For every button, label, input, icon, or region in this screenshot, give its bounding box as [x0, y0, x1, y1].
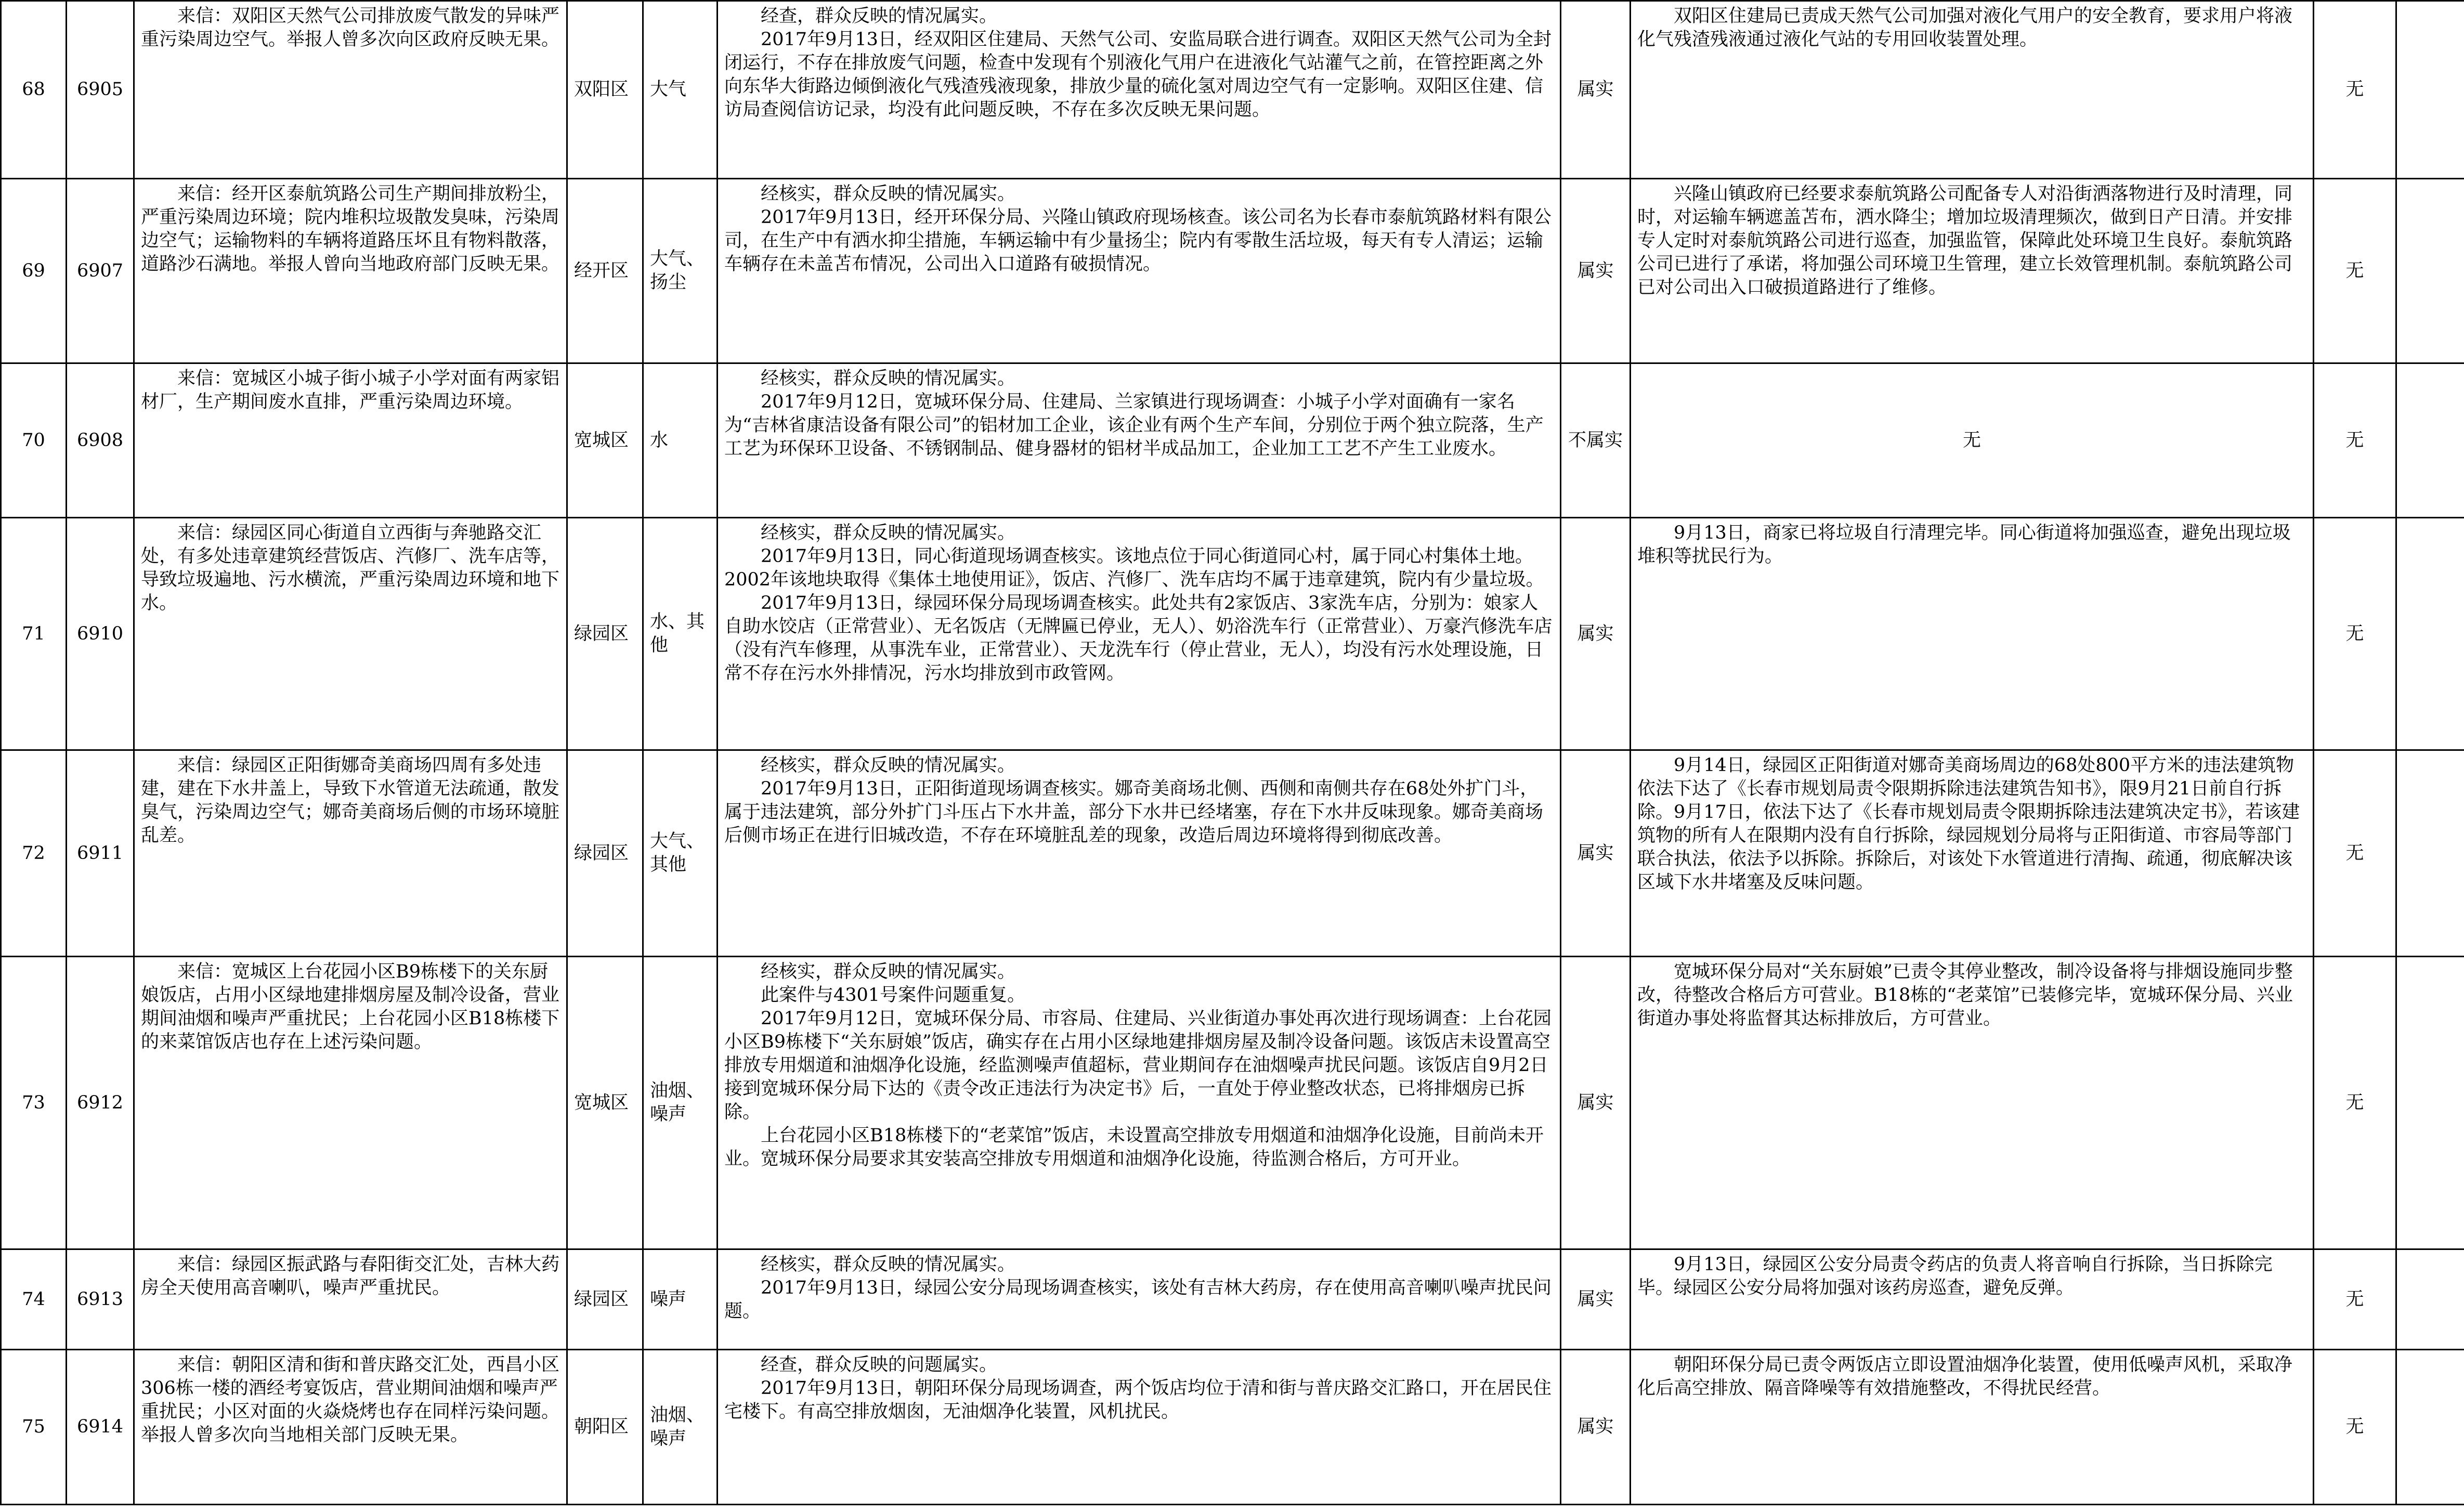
pollution-type-cell-text: 油烟、噪声 [650, 1404, 705, 1449]
district-cell [567, 518, 643, 750]
findings-cell [718, 1350, 1561, 1505]
pollution-type-cell [643, 363, 718, 518]
complaint-cell [134, 518, 567, 750]
case-id-cell-text: 6912 [76, 1092, 124, 1113]
responsibility-cell-text: 无 [2345, 1288, 2364, 1310]
case-id-cell-text: 6905 [76, 79, 124, 100]
action-cell [1631, 363, 2314, 518]
case-id-cell [67, 1, 134, 179]
findings-cell-text: 经查，群众反映的情况属实。 [761, 6, 998, 27]
row-index-cell-text: 74 [22, 1288, 45, 1310]
responsibility-cell-text: 无 [2345, 623, 2364, 644]
case-id-cell-text: 6914 [76, 1416, 124, 1437]
complaint-cell-text: 来信：绿园区振武路与春阳街交汇处，吉林大药房全天使用高音喇叭，噪声严重扰民。 [141, 1254, 560, 1298]
findings-cell-text: 经核实，群众反映的情况属实。 [761, 1254, 1016, 1275]
findings-cell-text: 经核实，群众反映的情况属实。 [761, 368, 1016, 389]
case-id-cell [67, 957, 134, 1249]
case-id-cell [67, 1249, 134, 1350]
case-id-cell-text: 6908 [76, 429, 124, 451]
complaint-cell-text: 来信：绿园区正阳街娜奇美商场四周有多处违建，建在下水井盖上，导致下水管道无法疏通，散发臭气，污染周边空气；娜奇美商场后侧的市场环境脏乱差。 [141, 755, 560, 846]
row-index-cell-text: 69 [22, 260, 45, 281]
pollution-type-cell [643, 1249, 718, 1350]
complaint-cell-text: 来信：绿园区同心街道自立西街与奔驰路交汇处，有多处违章建筑经营饭店、汽修厂、洗车店等，导致垃圾遍地、污水横流，严重污染周边环境和地下水。 [141, 523, 560, 614]
verdict-cell-text: 属实 [1577, 842, 1614, 864]
findings-cell [718, 1249, 1561, 1350]
verdict-cell [1561, 518, 1631, 750]
district-cell-text: 朝阳区 [574, 1416, 629, 1437]
verdict-cell [1561, 1249, 1631, 1350]
findings-cell-text: 2017年9月13日，朝阳环保分局现场调查，两个饭店均位于清和街与普庆路交汇路口，开在居民住宅楼下。有高空排放烟囱，无油烟净化装置，风机扰民。 [724, 1378, 1552, 1422]
action-cell-text: 宽城环保分局对“关东厨娘”已责令其停业整改，制冷设备将与排烟设施同步整改，待整改合格后方可营业。B18栋的“老菜馆”已装修完毕，宽城环保分局、兴业街道办事处将监督其达标排放后，方可营业。 [1637, 961, 2293, 1029]
row-index-cell-text: 75 [22, 1416, 45, 1437]
findings-cell [718, 1, 1561, 179]
verdict-cell-text: 属实 [1577, 1416, 1614, 1437]
responsibility-cell [2314, 179, 2396, 363]
responsibility-cell [2314, 957, 2396, 1249]
pollution-type-cell [643, 750, 718, 957]
case-id-cell-text: 6913 [76, 1288, 124, 1310]
case-id-cell [67, 1350, 134, 1505]
district-cell [567, 957, 643, 1249]
findings-cell-text: 2017年9月13日，正阳街道现场调查核实。娜奇美商场北侧、西侧和南侧共存在68处外扩门斗，属于违法建筑，部分外扩门斗压占下水井盖，部分下水井已经堵塞，存在下水井反味现象。娜奇美商场后侧市场正在进行旧城改造，不存在环境脏乱差的现象，改造后周边环境将得到彻底改善。 [724, 778, 1544, 846]
complaint-cell [134, 957, 567, 1249]
findings-cell-text: 2017年9月12日，宽城环保分局、住建局、兰家镇进行现场调查：小城子小学对面确有一家名为“吉林省康洁设备有限公司”的铝材加工企业，该企业有两个生产车间，分别位于两个独立院落，生产工艺为环保环卫设备、不锈钢制品、健身器材的铝材半成品加工，企业加工工艺不产生工业废水。 [724, 392, 1544, 459]
case-id-cell-text: 6910 [76, 623, 124, 644]
pollution-type-cell [643, 179, 718, 363]
findings-cell-text: 此案件与4301号案件问题重复。 [761, 985, 1026, 1006]
findings-cell-text: 经核实，群众反映的情况属实。 [761, 755, 1016, 776]
table-row [1, 957, 2464, 1249]
responsibility-cell-text: 无 [2345, 260, 2364, 281]
findings-cell [718, 518, 1561, 750]
row-index-cell-text: 73 [22, 1092, 45, 1113]
verdict-cell-text: 属实 [1577, 79, 1614, 100]
verdict-cell [1561, 1350, 1631, 1505]
verdict-cell [1561, 1, 1631, 179]
findings-cell-text: 经核实，群众反映的情况属实。 [761, 523, 1016, 543]
findings-cell [718, 363, 1561, 518]
findings-cell-text: 2017年9月13日，经开环保分局、兴隆山镇政府现场核查。该公司名为长春市泰航筑路材料有限公司，在生产中有洒水抑尘措施，车辆运输中有少量扬尘；院内有零散生活垃圾，每天有专人清运；运输车辆存在未盖苫布情况，公司出入口道路有破损情况。 [724, 207, 1552, 275]
case-id-cell [67, 179, 134, 363]
district-cell [567, 363, 643, 518]
responsibility-cell [2314, 1249, 2396, 1350]
verdict-cell [1561, 363, 1631, 518]
responsibility-cell [2314, 1, 2396, 179]
responsibility-cell-text: 无 [2345, 79, 2364, 100]
row-index-cell [1, 1, 67, 179]
verdict-cell-text: 属实 [1577, 1092, 1614, 1113]
findings-cell-text: 2017年9月13日，绿园环保分局现场调查核实。此处共有2家饭店、3家洗车店，分别为：娘家人自助水饺店（正常营业）、无名饭店（无牌匾已停业，无人）、奶浴洗车行（正常营业）、万豪汽修洗车店（没有汽车修理，从事洗车业，正常营业）、天龙洗车行（停止营业，无人），均没有污水处理设施，日常不存在污水外排情况，污水均排放到市政管网。 [724, 593, 1553, 684]
verdict-cell [1561, 750, 1631, 957]
row-index-cell [1, 957, 67, 1249]
case-id-cell-text: 6911 [76, 842, 124, 864]
table-row [1, 179, 2464, 363]
district-cell-text: 宽城区 [574, 1092, 629, 1113]
action-cell [1631, 957, 2314, 1249]
table-row [1, 363, 2464, 518]
responsibility-cell [2314, 363, 2396, 518]
pollution-type-cell-text: 水 [650, 429, 669, 451]
verdict-cell [1561, 179, 1631, 363]
case-id-cell [67, 750, 134, 957]
district-cell [567, 1249, 643, 1350]
complaint-cell [134, 363, 567, 518]
table-row [1, 1249, 2464, 1350]
verdict-cell-text: 属实 [1577, 623, 1614, 644]
row-index-cell [1, 1350, 67, 1505]
row-index-cell [1, 363, 67, 518]
pollution-type-cell-text: 大气、其他 [650, 831, 705, 875]
district-cell-text: 双阳区 [574, 79, 629, 100]
findings-cell-text: 2017年9月13日，经双阳区住建局、天然气公司、安监局联合进行调查。双阳区天然气公司为全封闭运行，不存在排放废气问题，检查中发现有个别液化气用户在进液化气站灌气之前，在管控距离之外向东华大街路边倾倒液化气残渣残液现象，排放少量的硫化氢对周边空气有一定影响。双阳区住建、信访局查阅信访记录，均没有此问题反映，不存在多次反映无果问题。 [724, 29, 1552, 120]
district-cell [567, 750, 643, 957]
pollution-type-cell [643, 1, 718, 179]
findings-cell [718, 179, 1561, 363]
verdict-cell-text: 属实 [1577, 1288, 1614, 1310]
case-id-cell-text: 6907 [76, 260, 124, 281]
district-cell-text: 绿园区 [574, 842, 629, 864]
findings-cell-text: 2017年9月13日，同心街道现场调查核实。该地点位于同心街道同心村，属于同心村集体土地。2002年该地块取得《集体土地使用证》，饭店、汽修厂、洗车店均不属于违章建筑，院内有少量垃圾。 [724, 546, 1544, 590]
district-cell [567, 1350, 643, 1505]
pollution-type-cell-text: 大气 [650, 79, 687, 100]
findings-cell-text: 经查，群众反映的问题属实。 [761, 1354, 998, 1375]
pollution-type-cell-text: 大气、扬尘 [650, 249, 705, 293]
complaint-cell-text: 来信：经开区泰航筑路公司生产期间排放粉尘，严重污染周边环境；院内堆积垃圾散发臭味，污染周边空气；运输物料的车辆将道路压坏且有物料散落，道路沙石满地。举报人曾向当地政府部门反映无果。 [141, 184, 560, 275]
responsibility-cell-text: 无 [2345, 1416, 2364, 1437]
case-rows [1, 1, 2464, 1505]
action-cell-text: 9月13日，绿园区公安分局责令药店的负责人将音响自行拆除，当日拆除完毕。绿园区公安分局将加强对该药房巡查，避免反弹。 [1637, 1254, 2273, 1298]
findings-cell [718, 750, 1561, 957]
verdict-cell-text: 不属实 [1568, 429, 1623, 451]
action-cell [1631, 179, 2314, 363]
action-cell [1631, 1249, 2314, 1350]
findings-cell-text: 经核实，群众反映的情况属实。 [761, 961, 1016, 982]
row-index-cell [1, 518, 67, 750]
table-row [1, 750, 2464, 957]
responsibility-cell-text: 无 [2345, 1092, 2364, 1113]
district-cell [567, 179, 643, 363]
pollution-type-cell-text: 噪声 [650, 1288, 687, 1310]
case-id-cell [67, 363, 134, 518]
blank-cell [2396, 1249, 2464, 1350]
row-index-cell-text: 72 [22, 842, 45, 864]
responsibility-cell [2314, 518, 2396, 750]
complaint-cell [134, 750, 567, 957]
row-index-cell [1, 1249, 67, 1350]
action-cell-text: 双阳区住建局已责成天然气公司加强对液化气用户的安全教育，要求用户将液化气残渣残液通过液化气站的专用回收装置处理。 [1637, 6, 2293, 50]
action-cell-text: 兴隆山镇政府已经要求泰航筑路公司配备专人对沿街洒落物进行及时清理，同时，对运输车辆遮盖苫布，洒水降尘；增加垃圾清理频次，做到日产日清。并安排专人定时对泰航筑路公司进行巡查，加强监管，保障此处环境卫生良好。泰航筑路公司已进行了承诺，将加强公司环境卫生管理，建立长效管理机制。泰航筑路公司已对公司出入口破损道路进行了维修。 [1637, 184, 2293, 298]
findings-cell [718, 957, 1561, 1249]
district-cell-text: 绿园区 [574, 1288, 629, 1310]
row-index-cell [1, 179, 67, 363]
blank-cell [2396, 363, 2464, 518]
blank-cell [2396, 957, 2464, 1249]
complaint-cell-text: 来信：宽城区小城子街小城子小学对面有两家铝材厂，生产期间废水直排，严重污染周边环境。 [141, 368, 560, 412]
action-cell [1631, 518, 2314, 750]
complaint-cell [134, 1350, 567, 1505]
action-cell [1631, 750, 2314, 957]
blank-cell [2396, 1, 2464, 179]
action-cell-text: 无 [1962, 429, 1981, 451]
pollution-type-cell [643, 1350, 718, 1505]
pollution-type-cell [643, 518, 718, 750]
findings-cell-text: 经核实，群众反映的情况属实。 [761, 184, 1016, 204]
verdict-cell-text: 属实 [1577, 260, 1614, 281]
table-row [1, 1350, 2464, 1505]
complaint-cell-text: 来信：宽城区上台花园小区B9栋楼下的关东厨娘饭店，占用小区绿地建排烟房屋及制冷设备，营业期间油烟和噪声严重扰民；上台花园小区B18栋楼下的来菜馆饭店也存在上述污染问题。 [141, 961, 560, 1052]
responsibility-cell [2314, 750, 2396, 957]
district-cell [567, 1, 643, 179]
pollution-type-cell-text: 油烟、噪声 [650, 1080, 705, 1125]
complaint-cell-text: 来信：朝阳区清和街和普庆路交汇处，西昌小区306栋一楼的酒经考宴饭店，营业期间油烟和噪声严重扰民；小区对面的火焱烧烤也存在同样污染问题。举报人曾多次向当地相关部门反映无果。 [141, 1354, 560, 1445]
complaint-cell [134, 179, 567, 363]
case-id-cell [67, 518, 134, 750]
verdict-cell [1561, 957, 1631, 1249]
complaint-cell [134, 1, 567, 179]
action-cell [1631, 1, 2314, 179]
district-cell-text: 宽城区 [574, 429, 629, 451]
action-cell-text: 9月13日，商家已将垃圾自行清理完毕。同心街道将加强巡查，避免出现垃圾堆积等扰民行为。 [1637, 523, 2291, 567]
blank-cell [2396, 518, 2464, 750]
findings-cell-text: 2017年9月12日，宽城环保分局、市容局、住建局、兴业街道办事处再次进行现场调查：上台花园小区B9栋楼下“关东厨娘”饭店，确实存在占用小区绿地建排烟房屋及制冷设备问题。该饭店未设置高空排放专用烟道和油烟净化设施，经监测噪声值超标，营业期间存在油烟噪声扰民问题。该饭店自9月2日接到宽城环保分局下达的《责令改正违法行为决定书》后，一直处于停业整改状态，已将排烟房已拆除。 [724, 1008, 1552, 1123]
row-index-cell-text: 68 [22, 79, 45, 100]
action-cell-text: 9月14日，绿园区正阳街道对娜奇美商场周边的68处800平方米的违法建筑物依法下达了《长春市规划局责令限期拆除违法建筑告知书》，限9月21日前自行拆除。9月17日，依法下达了《长春市规划局责令限期拆除违法建筑决定书》，若该建筑物的所有人在限期内没有自行拆除，绿园规划分局将与正阳街道、市容局等部门联合执法，依法予以拆除。拆除后，对该处下水管道进行清掏、疏通，彻底解决该区域下水井堵塞及反味问题。 [1637, 755, 2300, 893]
row-index-cell-text: 71 [22, 623, 45, 644]
blank-cell [2396, 179, 2464, 363]
complaint-cell [134, 1249, 567, 1350]
pollution-type-cell [643, 957, 718, 1249]
action-cell-text: 朝阳环保分局已责令两饭店立即设置油烟净化装置，使用低噪声风机，采取净化后高空排放、隔音降噪等有效措施整改，不得扰民经营。 [1637, 1354, 2293, 1399]
responsibility-cell-text: 无 [2345, 429, 2364, 451]
district-cell-text: 绿园区 [574, 623, 629, 644]
blank-cell [2396, 750, 2464, 957]
row-index-cell [1, 750, 67, 957]
pollution-type-cell-text: 水、其他 [650, 611, 705, 656]
complaint-cell-text: 来信：双阳区天然气公司排放废气散发的异味严重污染周边空气。举报人曾多次向区政府反映无果。 [141, 6, 560, 50]
district-cell-text: 经开区 [574, 260, 629, 281]
responsibility-cell-text: 无 [2345, 842, 2364, 864]
row-index-cell-text: 70 [22, 429, 45, 451]
findings-cell-text: 上台花园小区B18栋楼下的“老菜馆”饭店，未设置高空排放专用烟道和油烟净化设施，目前尚未开业。宽城环保分局要求其安装高空排放专用烟道和油烟净化设施，待监测合格后，方可开业。 [724, 1125, 1544, 1169]
table-row [1, 518, 2464, 750]
blank-cell [2396, 1350, 2464, 1505]
table-row [1, 1, 2464, 179]
action-cell [1631, 1350, 2314, 1505]
findings-cell-text: 2017年9月13日，绿园公安分局现场调查核实，该处有吉林大药房，存在使用高音喇叭噪声扰民问题。 [724, 1278, 1552, 1322]
responsibility-cell [2314, 1350, 2396, 1505]
